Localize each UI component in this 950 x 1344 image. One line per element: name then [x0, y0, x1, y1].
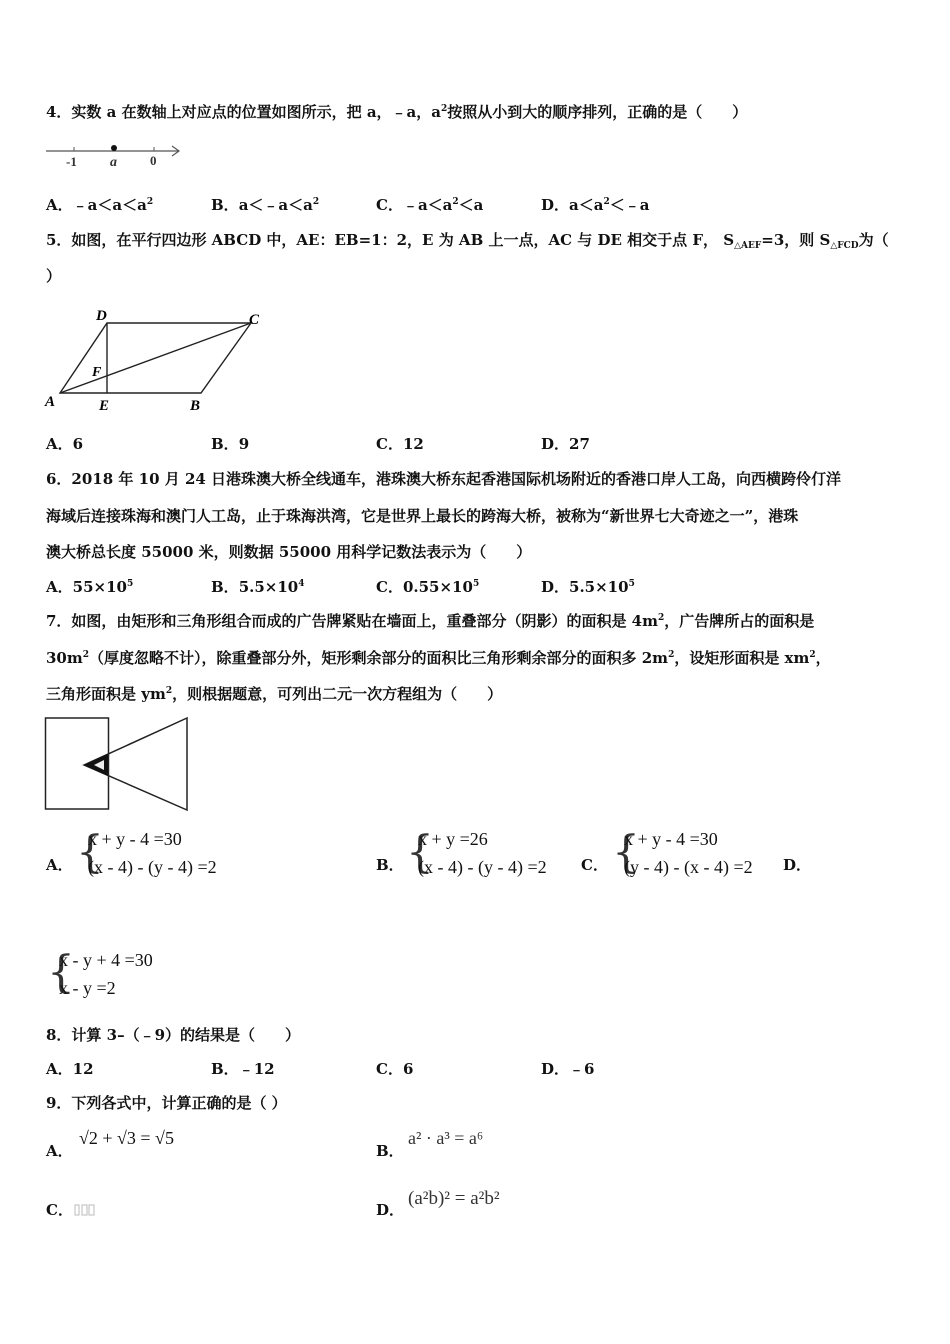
q7-b-eq1: x + y =26 [418, 829, 488, 849]
q4-option-d[interactable] [541, 195, 649, 215]
option-letter: C． [376, 196, 403, 214]
q5-option-b[interactable] [211, 434, 249, 454]
q6-option-a[interactable] [46, 577, 133, 597]
q7-line1-part2: ，广告牌所占的面积是 [664, 612, 815, 630]
q5-s1: S [723, 231, 735, 249]
label-d: D [96, 308, 107, 324]
label-a-vertex: A [45, 394, 56, 410]
q4-option-a[interactable] [46, 195, 153, 215]
q6-option-c[interactable] [376, 577, 479, 597]
option-sup: 4 [298, 579, 305, 589]
q7-line3-part1: 三角形面积是 ym [46, 685, 166, 703]
q7-line2-part1: 30m [46, 649, 83, 667]
q7-line2-sup2: 2 [668, 650, 675, 660]
q7-line1-sup: 2 [657, 613, 665, 623]
q7-line2-sup3: 2 [809, 650, 816, 660]
q7-c-eq1: x + y - 4 =30 [624, 829, 718, 849]
q4-stem [46, 102, 747, 122]
option-letter: A． [46, 435, 73, 453]
q4-stem-part2: 按照从小到大的顺序排列，正确的是（ ） [447, 103, 748, 121]
q6-option-d[interactable] [541, 577, 635, 597]
option-letter: B． [211, 435, 239, 453]
q7-option-d[interactable]: D． [783, 856, 812, 874]
q8-option-c[interactable] [376, 1059, 413, 1079]
q5-s2-tail: 为（ [858, 231, 889, 249]
q7-line1-part1: 7．如图，由矩形和三角形组合而成的广告牌紧贴在墙面上，重叠部分（阴影）的面积是 4m [46, 612, 658, 630]
q6-stem-line1: 6．2018 年 10 月 24 日港珠澳大桥全线通车，港珠澳大桥东起香港国际机场附近的香港口岸人工岛，向西横跨伶仃洋 [46, 470, 842, 488]
option-letter: B． [211, 196, 239, 214]
q5-s1-tail: =3，则 S [761, 231, 831, 249]
q5-option-d[interactable] [541, 434, 590, 454]
q7-a-eq2: (x - 4) - (y - 4) =2 [88, 857, 217, 877]
q7-stem-line3 [46, 684, 502, 704]
q5-stem [46, 230, 889, 250]
q8-option-d[interactable] [541, 1059, 594, 1079]
q5-option-c[interactable] [376, 434, 424, 454]
q9-d-expr: (a²b)² = a²b² [408, 1188, 500, 1209]
q9-a-expr: √2 + √3 = √5 [79, 1128, 174, 1148]
left-brace-icon: { [47, 947, 75, 998]
q7-line2-sup1: 2 [82, 650, 90, 660]
q5-stem-line2: ） [46, 267, 62, 285]
option-letter: D． [541, 578, 570, 596]
point-a-dot [111, 145, 117, 151]
q7-d-eq1: x - y + 4 =30 [59, 950, 153, 970]
q9-option-c[interactable]: C． [46, 1201, 73, 1219]
option-text: 27 [569, 435, 590, 453]
diagonal-ac [60, 323, 251, 393]
q6-option-b[interactable] [211, 577, 305, 597]
option-letter: B． [211, 578, 239, 596]
option-sup: 2 [603, 197, 610, 207]
q7-billboard-figure [44, 716, 194, 814]
label-f: F [92, 365, 102, 380]
q7-line3-sup: 2 [165, 686, 173, 696]
option-text: 12 [72, 1060, 94, 1078]
q8-option-b[interactable] [211, 1059, 275, 1079]
option-text: ﹣12 [238, 1060, 275, 1078]
q8-stem: 8．计算 3–（﹣9）的结果是（ ） [46, 1026, 301, 1044]
q5-s2-sub: △FCD [830, 241, 859, 251]
option-text: 55×10 [72, 578, 127, 596]
option-letter: C． [376, 435, 403, 453]
q9-b-expr: a² · a³ = a⁶ [408, 1128, 484, 1148]
q5-parallelogram-figure [40, 302, 270, 417]
left-brace-icon: { [406, 827, 434, 878]
option-letter: D． [541, 1060, 570, 1078]
option-text: 6 [402, 1060, 414, 1078]
q4-stem-part1: 4．实数 a 在数轴上对应点的位置如图所示，把 a，﹣a，a [46, 103, 441, 121]
option-sup: 2 [146, 197, 154, 207]
label-0: 0 [150, 153, 157, 168]
label-neg1: -1 [66, 154, 77, 169]
left-brace-icon: { [612, 827, 640, 878]
q4-option-c[interactable] [376, 195, 483, 215]
q9-stem: 9．下列各式中，计算正确的是（ ） [46, 1094, 287, 1112]
option-text-tail: ＜﹣a [609, 196, 650, 214]
option-text: 5.5×10 [238, 578, 299, 596]
option-text: 6 [72, 435, 84, 453]
q7-b-eq2: (x - 4) - (y - 4) =2 [418, 857, 547, 877]
q7-a-eq1: x + y - 4 =30 [88, 829, 182, 849]
q7-option-b[interactable]: B． [376, 856, 404, 874]
q7-option-c[interactable]: C． [581, 856, 608, 874]
option-sup: 5 [628, 579, 635, 589]
option-text: ﹣a＜a＜a [72, 196, 147, 214]
option-text: 9 [238, 435, 250, 453]
option-text: a＜a [569, 196, 604, 214]
q7-stem-line2 [46, 648, 831, 668]
option-letter: A． [46, 196, 73, 214]
q9-option-b[interactable]: B． [376, 1142, 404, 1160]
option-text: 12 [402, 435, 424, 453]
q6-stem-line3: 澳大桥总长度 55000 米，则数据 55000 用科学记数法表示为（ ） [46, 543, 532, 561]
option-letter: A． [46, 1060, 73, 1078]
label-e: E [99, 398, 110, 414]
option-text: 0.55×10 [402, 578, 473, 596]
q9-c-expr-image [74, 1202, 96, 1218]
q7-line2-part4: ， [815, 649, 831, 667]
option-text: a＜﹣a＜a [238, 196, 313, 214]
q5-s1-sub: △AEF [734, 241, 762, 251]
q9-option-a[interactable]: A． [46, 1142, 73, 1160]
left-brace-icon: { [76, 827, 104, 878]
option-letter: D． [541, 196, 570, 214]
option-letter: A． [46, 578, 73, 596]
q9-option-d[interactable]: D． [376, 1201, 405, 1219]
q7-line3-part2: ，则根据题意，可列出二元一次方程组为（ ） [172, 685, 503, 703]
q4-option-b[interactable] [211, 195, 319, 215]
q7-line2-part3: ，设矩形面积是 xm [674, 649, 810, 667]
q7-option-a[interactable]: A． [46, 856, 73, 874]
q7-c-eq2: (y - 4) - (x - 4) =2 [624, 857, 753, 877]
option-sup: 5 [472, 579, 480, 589]
option-sup: 2 [452, 197, 459, 207]
option-letter: C． [376, 578, 403, 596]
option-text: ﹣6 [569, 1060, 595, 1078]
option-letter: D． [541, 435, 570, 453]
q7-line2-part2: （厚度忽略不计），除重叠部分外，矩形剩余部分的面积比三角形剩余部分的面积多 2m [89, 649, 669, 667]
option-text: 5.5×10 [569, 578, 629, 596]
option-text-tail: ＜a [458, 196, 484, 214]
q7-d-eq2: x - y =2 [59, 978, 116, 998]
q6-stem-line2: 海域后连接珠海和澳门人工岛，止于珠海洪湾，它是世界上最长的跨海大桥，被称为“新世界七大奇迹之一”，港珠 [46, 507, 799, 525]
q5-stem-part1: 5．如图，在平行四边形 ABCD 中，AE：EB=1：2，E 为 AB 上一点，AC 与 DE 相交于点 F， [46, 231, 719, 249]
option-sup: 5 [126, 579, 134, 589]
q7-stem-line1 [46, 611, 814, 631]
label-a: a [110, 155, 117, 170]
q8-option-a[interactable] [46, 1059, 94, 1079]
q4-number-line [44, 140, 184, 172]
q4-stem-sup: 2 [440, 104, 448, 114]
label-c: C [249, 312, 260, 328]
option-text: ﹣a＜a [402, 196, 453, 214]
option-sup: 2 [312, 197, 320, 207]
option-letter: B． [211, 1060, 239, 1078]
label-b: B [190, 398, 201, 414]
option-letter: C． [376, 1060, 403, 1078]
q5-option-a[interactable] [46, 434, 83, 454]
